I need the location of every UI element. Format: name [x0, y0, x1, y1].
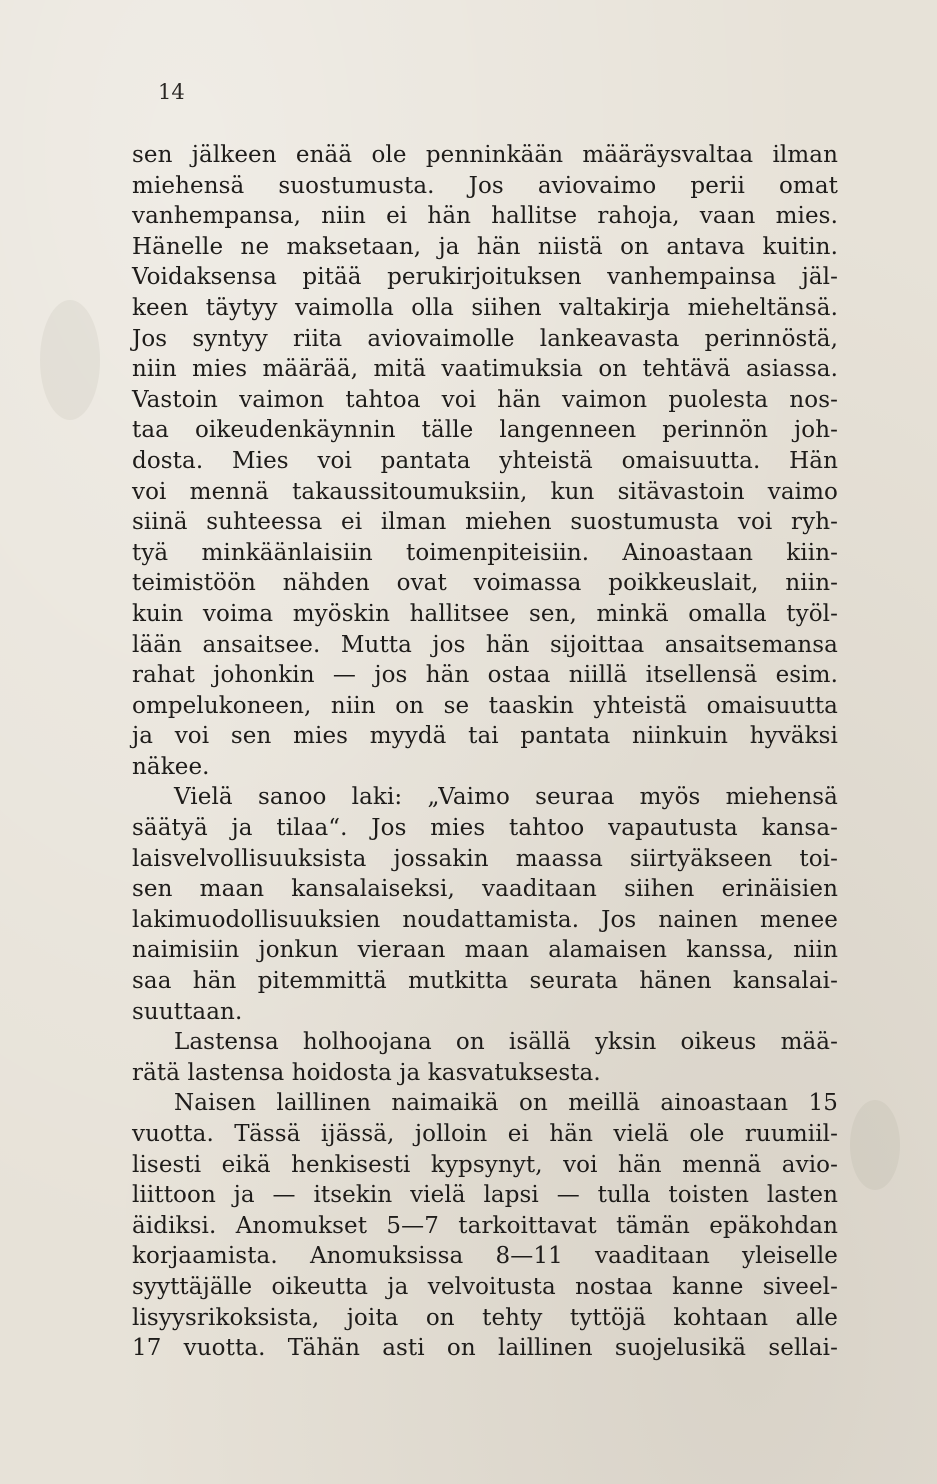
text-line: Voidaksensa pitää perukirjoituksen vanhempainsa jäl-	[132, 264, 838, 291]
text-line: lisesti eikä henkisesti kypsynyt, voi hän mennä avio-	[132, 1151, 838, 1178]
text-line: Vielä sanoo laki: „Vaimo seuraa myös miehensä	[174, 784, 838, 811]
text-line: Lastensa holhoojana on isällä yksin oikeus mää-	[174, 1029, 838, 1056]
text-line: lakimuodollisuuksien noudattamista. Jos nainen menee	[132, 906, 838, 933]
text-line: saa hän pitemmittä mutkitta seurata hänen kansalai-	[132, 968, 838, 995]
text-line: niin mies määrää, mitä vaatimuksia on tehtävä asiassa.	[132, 356, 838, 383]
text-line: lisyysrikoksista, joita on tehty tyttöjä kohtaan alle	[132, 1304, 838, 1331]
text-line: rätä lastensa hoidosta ja kasvatuksesta.	[132, 1059, 601, 1086]
text-line: vuotta. Tässä ijässä, jolloin ei hän vielä ole ruumiil-	[132, 1121, 838, 1147]
text-line: taa oikeudenkäynnin tälle langenneen perinnön joh-	[132, 417, 838, 444]
text-line: 17 vuotta. Tähän asti on laillinen suojelusikä sellai-	[132, 1335, 838, 1362]
text-line: ompelukoneen, niin on se taaskin yhteistä omaisuutta	[132, 692, 838, 719]
text-line: Jos syntyy riita aviovaimolle lankeavasta perinnöstä,	[132, 325, 838, 352]
text-line: sen jälkeen enää ole penninkään määräysvaltaa ilman	[132, 142, 838, 168]
text-line: naimisiin jonkun vieraan maan alamaisen kanssa, niin	[132, 937, 838, 964]
page-number: 14	[158, 80, 185, 104]
text-line: teimistöön nähden ovat voimassa poikkeuslait, niin-	[132, 570, 838, 597]
text-line: Vastoin vaimon tahtoa voi hän vaimon puolesta nos-	[132, 386, 838, 413]
text-line: suuttaan.	[132, 998, 243, 1025]
text-line: syyttäjälle oikeutta ja velvoitusta nostaa kanne siveel-	[132, 1273, 838, 1300]
text-line: siinä suhteessa ei ilman miehen suostumusta voi ryh-	[132, 509, 838, 536]
text-line: miehensä suostumusta. Jos aviovaimo perii omat	[132, 172, 838, 199]
text-line: tyä minkäänlaisiin toimenpiteisiin. Ainoastaan kiin-	[132, 539, 838, 566]
text-line: voi mennä takaussitoumuksiin, kun sitävastoin vaimo	[132, 478, 838, 505]
text-line: liittoon ja — itsekin vielä lapsi — tulla toisten lasten	[132, 1182, 838, 1209]
text-line: lään ansaitsee. Mutta jos hän sijoittaa ansaitsemansa	[132, 631, 838, 658]
text-line: korjaamista. Anomuksissa 8—11 vaaditaan yleiselle	[132, 1243, 838, 1270]
text-line: näkee.	[132, 753, 210, 780]
text-line: äidiksi. Anomukset 5—7 tarkoittavat tämän epäkohdan	[132, 1212, 838, 1239]
text-line: vanhempansa, niin ei hän hallitse rahoja, vaan mies.	[132, 203, 838, 230]
paper-stain	[40, 300, 100, 420]
text-line: Hänelle ne maksetaan, ja hän niistä on antava kuitin.	[132, 233, 838, 260]
body-text	[132, 140, 838, 1364]
text-line: sen maan kansalaiseksi, vaaditaan siihen erinäisien	[132, 876, 838, 903]
text-line: Naisen laillinen naimaikä on meillä ainoastaan 15	[174, 1090, 838, 1117]
text-line: säätyä ja tilaa“. Jos mies tahtoo vapautusta kansa-	[132, 815, 838, 842]
text-line: keen täytyy vaimolla olla siihen valtakirja mieheltänsä.	[132, 294, 838, 321]
text-line: rahat johonkin — jos hän ostaa niillä itsellensä esim.	[132, 662, 838, 689]
paper-stain	[850, 1100, 900, 1190]
text-line: ja voi sen mies myydä tai pantata niinkuin hyväksi	[132, 723, 838, 750]
text-line: kuin voima myöskin hallitsee sen, minkä omalla työl-	[132, 600, 838, 627]
text-line: dosta. Mies voi pantata yhteistä omaisuutta. Hän	[132, 447, 838, 474]
text-line: laisvelvollisuuksista jossakin maassa siirtyäkseen toi-	[132, 845, 838, 872]
